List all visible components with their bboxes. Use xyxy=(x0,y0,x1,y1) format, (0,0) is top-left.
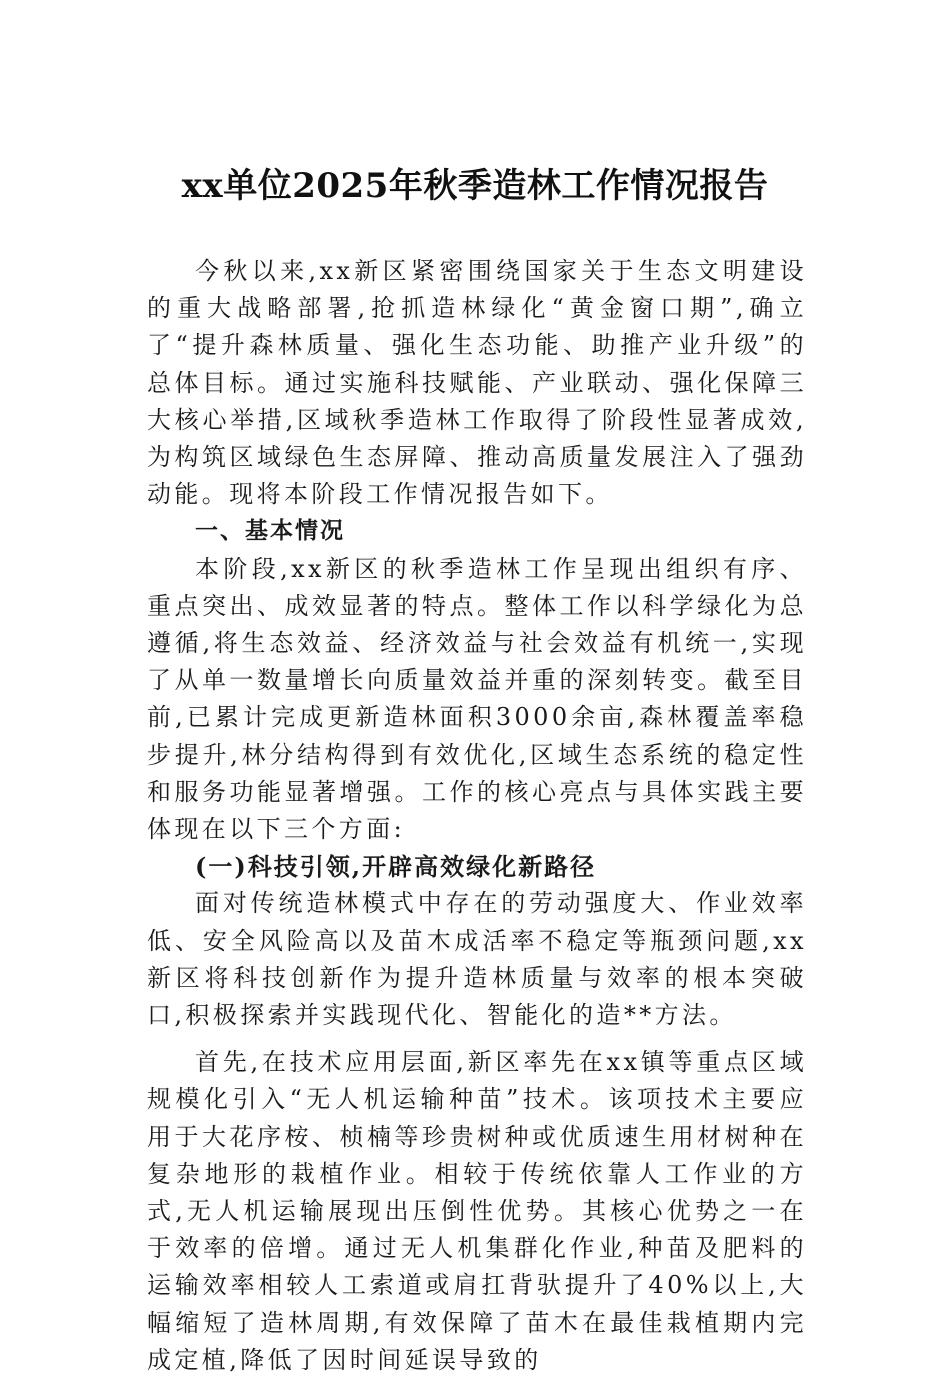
subsection-heading: (一)科技引领,开辟高效绿化新路径 xyxy=(195,852,597,882)
overview-paragraph: 本阶段,xx新区的秋季造林工作呈现出组织有序、重点突出、成效显著的特点。整体工作以科学绿化为总遵循,将生态效益、经济效益与社会效益有机统一,实现了从单一数量增长向质量效益并重的深刻转变。截至目前,已累计完成更新造林面积3000余亩,森林覆盖率稳步提升,林分结构得到有效优化,区域生态系统的稳定性和服务功能显著增强。工作的核心亮点与具体实践主要体现在以下三个方面: xyxy=(147,554,807,844)
document-body xyxy=(147,253,807,1379)
drone-paragraph: 首先,在技术应用层面,新区率先在xx镇等重点区域规模化引入“无人机运输种苗”技术。该项技术主要应用于大花序桉、桢楠等珍贵树种或优质速生用材树种在复杂地形的栽植作业。相较于传统依靠人工作业的方式,无人机运输展现出压倒性优势。其核心优势之一在于效率的倍增。通过无人机集群化作业,种苗及肥料的运输效率相较人工索道或肩扛背驮提升了40%以上,大幅缩短了造林周期,有效保障了苗木在最佳栽植期内完成定植,降低了因时间延误导致的 xyxy=(147,1048,807,1374)
document-title: xx单位2025年秋季造林工作情况报告 xyxy=(181,166,769,206)
tech-paragraph: 面对传统造林模式中存在的劳动强度大、作业效率低、安全风险高以及苗木成活率不稳定等瓶颈问题,xx新区将科技创新作为提升造林质量与效率的根本突破口,积极探索并实践现代化、智能化的造**方法。 xyxy=(147,889,807,1030)
intro-paragraph: 今秋以来,xx新区紧密围绕国家关于生态文明建设的重大战略部署,抢抓造林绿化“黄金窗口期”,确立了“提升森林质量、强化生态功能、助推产业升级”的总体目标。通过实施科技赋能、产业联动、强化保障三大核心举措,区域秋季造林工作取得了阶段性显著成效,为构筑区域绿色生态屏障、推动高质量发展注入了强劲动能。现将本阶段工作情况报告如下。 xyxy=(147,257,807,509)
section-heading: 一、基本情况 xyxy=(195,518,345,545)
